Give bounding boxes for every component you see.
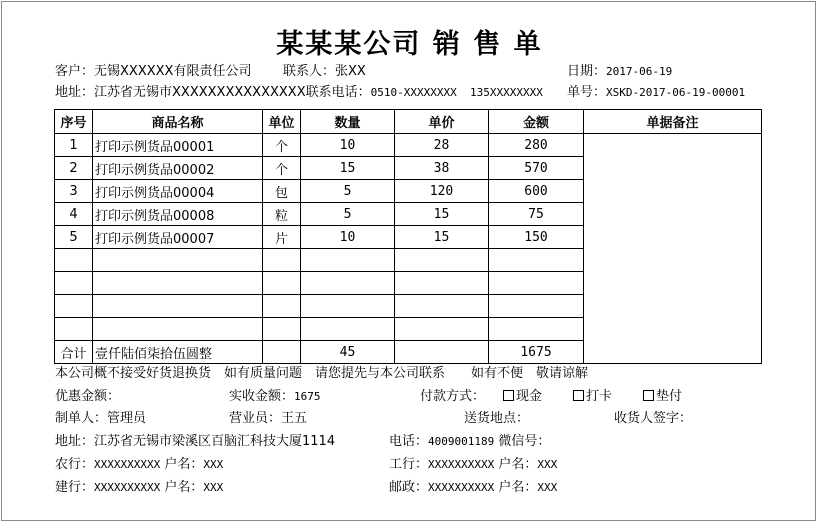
payment-label: 付款方式： [420,389,486,404]
account-name-value: XXX [537,458,558,471]
cell-unit: 片 [263,226,301,249]
maker-info [55,411,146,427]
maker-value: 管理员 [107,411,147,426]
date-info [567,64,672,80]
bank-you-account: XXXXXXXXXX [428,481,495,494]
delivery-location: 送货地点： [464,411,530,426]
phone-value: 0510-XXXXXXXX 135XXXXXXXX [370,86,543,99]
account-name-value: XXX [203,458,224,471]
cell-amount: 280 [489,134,584,157]
maker-label: 制单人： [55,411,108,426]
account-name-label: 户名： [498,457,538,472]
return-policy-notice: 本公司概不接受好货退换货 如有质量问题 请您提先与本公司联系 如有不便 敬请谅解 [55,366,589,381]
document-title: 某某某公司 销 售 单 [276,29,543,60]
tel-label: 电话： [389,434,429,449]
address-label: 地址： [55,85,95,100]
bank-nong-info [55,457,223,473]
bank-nong-account: XXXXXXXXXX [94,458,161,471]
account-name-value: XXX [537,481,558,494]
bank-gong-info [389,457,557,473]
address-info [55,85,543,101]
header-quantity: 数量 [301,110,395,134]
bank-jian-info [55,480,223,496]
header-no: 序号 [55,110,93,134]
date-label: 日期： [567,64,607,79]
tel-value: 4009001189 [428,435,495,448]
total-amount: 1675 [489,341,584,364]
company-address-info [55,434,335,450]
pay-card-label: 打卡 [586,389,613,404]
cell-unit: 个 [263,157,301,180]
table-row [55,134,762,157]
salesperson-info [229,411,307,427]
contact-info [283,64,366,80]
company-address-label: 地址： [55,434,95,449]
cell-quantity: 15 [301,157,395,180]
bank-nong-label: 农行： [55,457,95,472]
checkbox-icon[interactable] [643,390,654,401]
checkbox-icon[interactable] [503,390,514,401]
cell-amount: 75 [489,203,584,226]
pay-advance-label: 垫付 [656,389,683,404]
cell-unit-price: 38 [395,157,489,180]
phone-label: 联系电话： [305,85,371,100]
pay-advance-option[interactable] [643,389,682,405]
discount-info [55,389,120,405]
cell-unit-price: 120 [395,180,489,203]
order-number-info [567,85,745,101]
header-amount: 金额 [489,110,584,134]
order-number-value: XSKD-2017-06-19-00001 [606,86,746,99]
notes-cell [584,134,762,364]
cell-unit-price: 15 [395,203,489,226]
cell-no: 5 [55,226,93,249]
customer-info [55,64,251,80]
bank-you-info [389,480,557,496]
account-name-label: 户名： [164,457,204,472]
cell-product-name: 打印示例货品00007 [93,226,263,249]
cell-no: 3 [55,180,93,203]
pay-cash-label: 现金 [516,389,543,404]
receiver-signature: 收货人签字： [614,411,693,426]
cell-product-name: 打印示例货品00002 [93,157,263,180]
payment-method-info [420,389,485,405]
checkbox-icon[interactable] [573,390,584,401]
account-name-label: 户名： [164,480,204,495]
header-unit-price: 单价 [395,110,489,134]
salesperson-label: 营业员： [229,411,282,426]
company-contact-info [389,434,550,450]
cell-unit: 个 [263,134,301,157]
cell-quantity: 10 [301,134,395,157]
cell-product-name: 打印示例货品00008 [93,203,263,226]
customer-value: 无锡XXXXXX有限责任公司 [94,64,252,79]
received-label: 实收金额： [229,389,295,404]
order-number-label: 单号： [567,85,607,100]
cell-amount: 150 [489,226,584,249]
account-name-value: XXX [203,481,224,494]
cell-no: 4 [55,203,93,226]
cell-product-name: 打印示例货品00004 [93,180,263,203]
bank-jian-account: XXXXXXXXXX [94,481,161,494]
salesperson-value: 王五 [281,411,308,426]
sales-table [54,109,762,364]
wechat-label: 微信号： [498,434,551,449]
total-amount-in-words: 壹仟陆佰柒拾伍圆整 [93,341,263,364]
cell-no: 2 [55,157,93,180]
bank-gong-label: 工行： [389,457,429,472]
cell-unit: 粒 [263,203,301,226]
cell-product-name: 打印示例货品00001 [93,134,263,157]
total-label: 合计 [55,341,93,364]
bank-gong-account: XXXXXXXXXX [428,458,495,471]
bank-you-label: 邮政： [389,480,429,495]
address-value: 江苏省无锡市XXXXXXXXXXXXXXX [94,85,306,100]
cell-amount: 570 [489,157,584,180]
contact-value: 张XX [335,64,366,79]
discount-label: 优惠金额： [55,389,121,404]
customer-label: 客户： [55,64,95,79]
cell-unit: 包 [263,180,301,203]
cell-unit-price: 15 [395,226,489,249]
header-product-name: 商品名称 [93,110,263,134]
cell-quantity: 5 [301,203,395,226]
pay-cash-option[interactable] [503,389,542,405]
table-header-row [55,110,762,134]
header-notes: 单据备注 [584,110,762,134]
cell-unit-price: 28 [395,134,489,157]
account-name-label: 户名： [498,480,538,495]
total-quantity: 45 [301,341,395,364]
cell-quantity: 5 [301,180,395,203]
date-value: 2017-06-19 [606,65,673,78]
bank-jian-label: 建行： [55,480,95,495]
received-value: 1675 [294,390,321,403]
header-unit: 单位 [263,110,301,134]
contact-label: 联系人： [283,64,336,79]
cell-amount: 600 [489,180,584,203]
cell-quantity: 10 [301,226,395,249]
received-info [229,389,321,405]
cell-no: 1 [55,134,93,157]
company-address-value: 江苏省无锡市梁溪区百脑汇科技大厦1114 [94,434,336,449]
pay-card-option[interactable] [573,389,612,405]
